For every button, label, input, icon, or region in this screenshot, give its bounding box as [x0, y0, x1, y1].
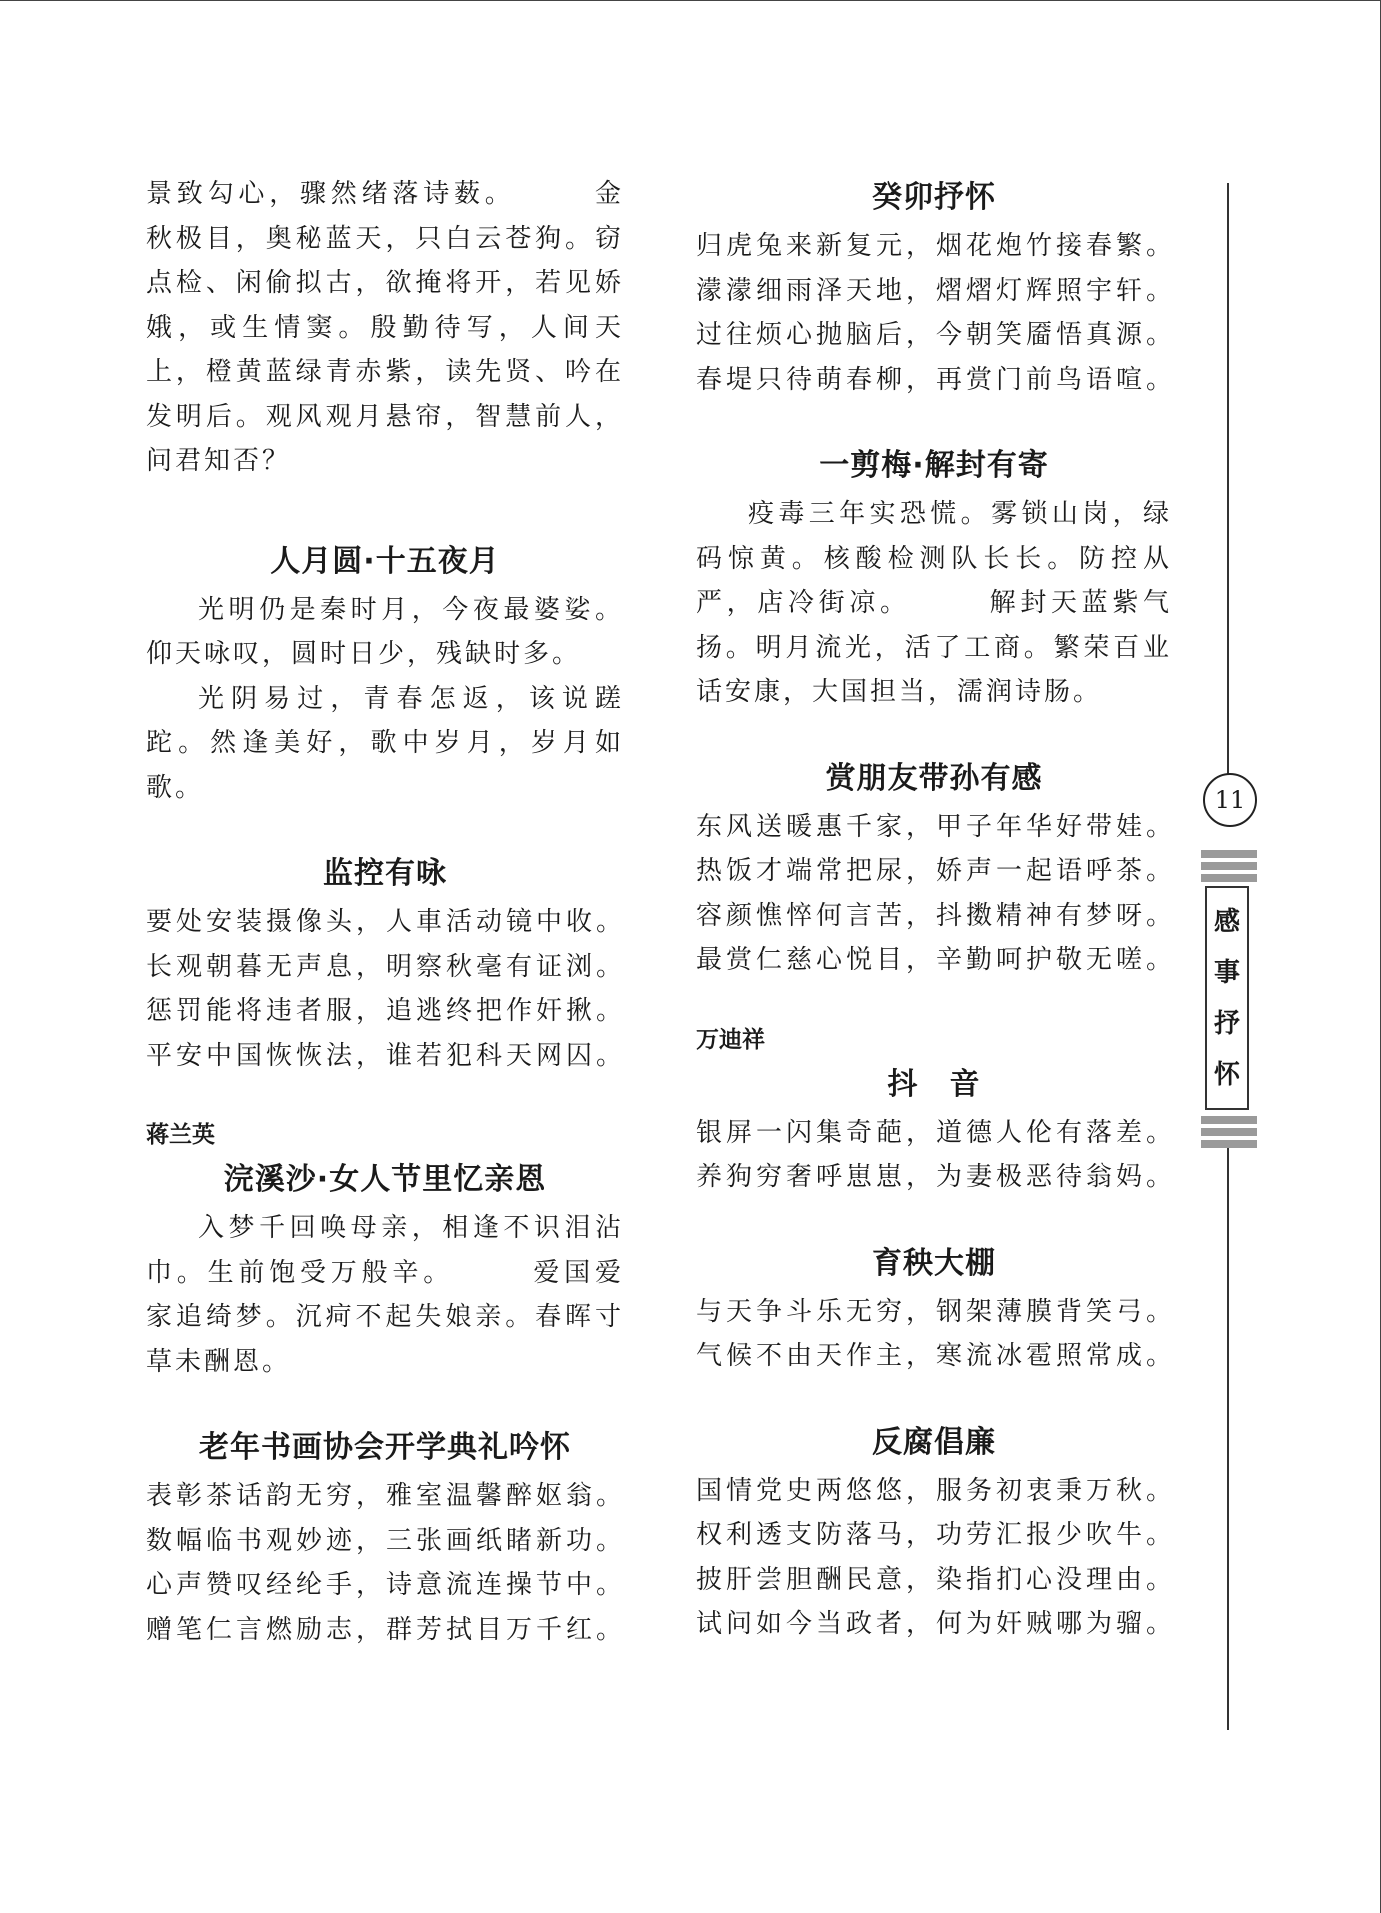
poem-line: 惩罚能将违者服，追逃终把作奸揪。: [146, 996, 627, 1026]
poem-stanza: 光明仍是秦时月，今夜最婆娑。仰天咏叹，圆时日少，残缺时多。: [146, 594, 624, 669]
section-char: 事: [1213, 957, 1240, 988]
poem-line: 银屏一闪集奇葩，道德人伦有落差。: [696, 1117, 1177, 1148]
poem-title: 人月圆·十五夜月: [270, 543, 500, 579]
author-name: 万迪祥: [696, 1026, 765, 1053]
author-name: 蒋兰英: [146, 1122, 215, 1148]
tab-stripe: [1201, 874, 1257, 882]
poem-title: 赏朋友带孙有感: [825, 760, 1043, 796]
poem-title: 癸卯抒怀: [872, 180, 996, 215]
poem-body: 疫毒三年实恐慌。雾锁山岗，绿码惊黄。核酸检测队长长。防控从严，店冷街凉。 解封天蓝紫气扬。明月流光，活了工商。繁荣百业话安康，大国担当，濡润诗肠。: [696, 499, 1172, 707]
tab-stripe: [1201, 1128, 1257, 1136]
poem-line: 春堤只待萌春柳，再赏门前鸟语喧。: [696, 364, 1177, 395]
poem-title: 反腐倡廉: [872, 1424, 996, 1460]
poem-line: 平安中国恢恢法，谁若犯科天网囚。: [146, 1040, 627, 1071]
poem-title: 一剪梅·解封有寄: [819, 448, 1049, 483]
poem-line: 容颜憔悴何言苦，抖擞精神有梦呀。: [696, 900, 1177, 931]
poem-line: 赠笔仁言燃励志，群芳拭目万千红。: [146, 1614, 627, 1645]
poem-line: 归虎兔来新复元，烟花炮竹接春繁。: [696, 231, 1177, 261]
section-char: 抒: [1213, 1008, 1240, 1039]
tab-stripe: [1201, 1140, 1257, 1148]
tab-stripe: [1201, 850, 1257, 858]
intro-continuation: 景致勾心，骤然绪落诗薮。 金秋极目，奥秘蓝天，只白云苍狗。窃点检、闲偷拟古，欲掩将开，若见娇娥，或生情窦。殷勤待写，人间天上，橙黄蓝绿青赤紫，读先贤、吟在发明后。观风观月悬帘，智慧前人，问君知否？: [146, 179, 624, 476]
section-char: 感: [1213, 906, 1240, 937]
poem-line: 最赏仁慈心悦目，辛勤呵护敬无嗟。: [696, 945, 1177, 975]
poem-line: 气候不由天作主，寒流冰雹照常成。: [696, 1341, 1177, 1371]
poem-title: 抖 音: [887, 1066, 981, 1102]
section-label-box: [1205, 886, 1249, 1110]
poem-line: 与天争斗乐无穷，钢架薄膜背笑弓。: [696, 1296, 1177, 1327]
poem-title: 浣溪沙·女人节里忆亲恩: [223, 1162, 547, 1197]
poem-title: 老年书画协会开学典礼吟怀: [199, 1430, 571, 1465]
poem-line: 要处安装摄像头，人車活动镜中收。: [146, 907, 627, 937]
tab-stripe: [1201, 1116, 1257, 1124]
poem-line: 过往烦心抛脑后，今朝笑靥悟真源。: [696, 320, 1177, 350]
poem-line: 披肝尝胆酬民意，染指扪心没理由。: [696, 1564, 1177, 1595]
poem-line: 濛濛细雨泽天地，熠熠灯辉照宇轩。: [696, 275, 1177, 306]
page-number: [1203, 773, 1257, 827]
poem-stanza: 光阴易过，青春怎返，该说蹉跎。然逢美好，歌中岁月，岁月如歌。: [146, 683, 624, 803]
poem-title: 育秧大棚: [872, 1245, 996, 1281]
margin-rule: [1227, 1148, 1229, 1730]
poem-line: 长观朝暮无声息，明察秋毫有证浏。: [146, 951, 627, 982]
poem-line: 东风送暖惠千家，甲子年华好带娃。: [696, 811, 1177, 842]
margin-rule: [1227, 183, 1229, 783]
section-char: 怀: [1213, 1059, 1240, 1090]
poem-line: 数幅临书观妙迹，三张画纸睹新功。: [146, 1525, 627, 1556]
poem-title: 监控有咏: [323, 856, 447, 891]
poem-line: 试问如今当政者，何为奸贼哪为骝。: [696, 1609, 1177, 1639]
left-column: [146, 172, 627, 1652]
tab-stripe: [1201, 862, 1257, 870]
poem-line: 表彰茶话韵无穷，雅室温馨醉妪翁。: [146, 1481, 627, 1511]
poem-line: 国情党史两悠悠，服务初衷秉万秋。: [696, 1475, 1177, 1506]
right-column: [696, 172, 1177, 1647]
poem-body: 入梦千回唤母亲，相逢不识泪沾巾。生前饱受万般辛。 爱国爱家追绮梦。沉疴不起失娘亲。春晖寸草未酬恩。: [146, 1213, 624, 1377]
section-tab: [1201, 850, 1257, 1148]
poem-line: 热饭才端常把尿，娇声一起语呼茶。: [696, 856, 1177, 886]
poem-line: 养狗穷奢呼崽崽，为妻极恶待翁妈。: [696, 1162, 1177, 1192]
poem-line: 权利透支防落马，功劳汇报少吹牛。: [696, 1520, 1177, 1550]
poem-line: 心声赞叹经纶手，诗意流连操节中。: [146, 1570, 627, 1600]
page-number-text: 11: [1214, 786, 1246, 814]
